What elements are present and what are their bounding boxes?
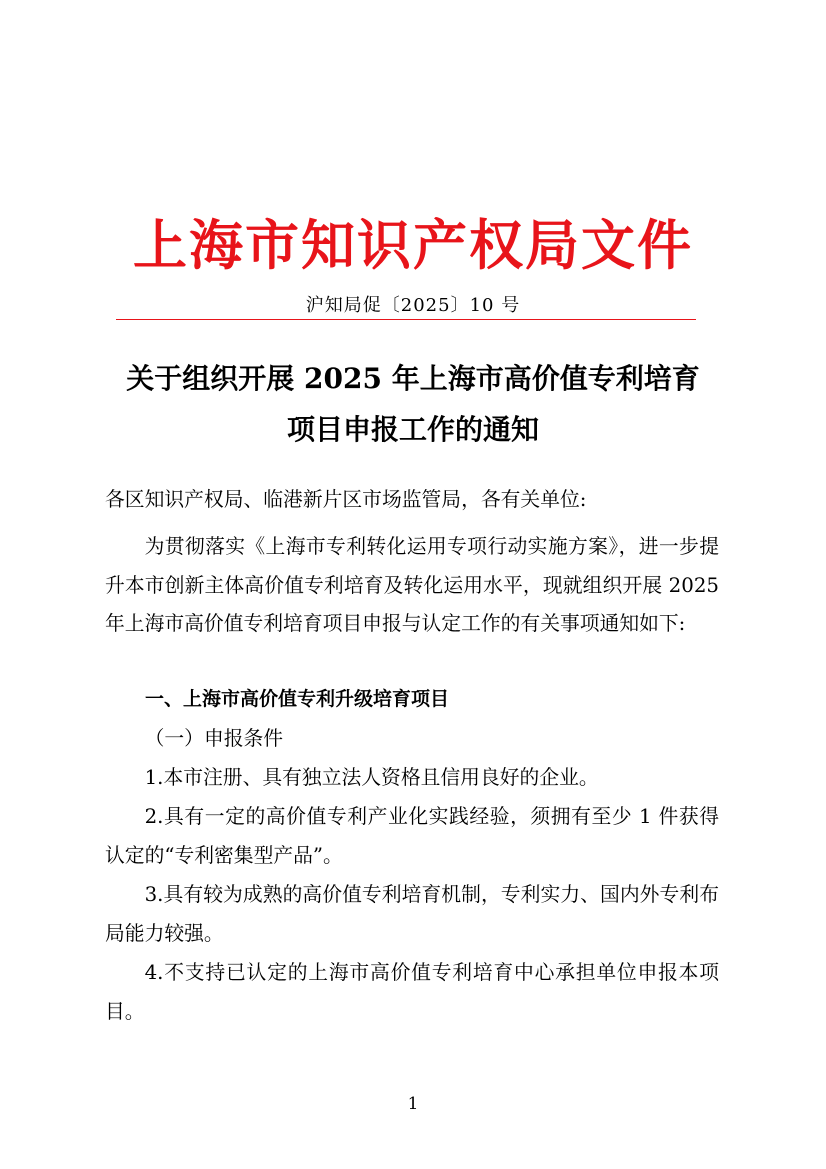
red-separator-line xyxy=(116,319,696,320)
condition-item-1: 1.本市注册、具有独立法人资格且信用良好的企业。 xyxy=(144,766,599,789)
intro-paragraph: 为贯彻落实《上海市专利转化运用专项行动实施方案》，进一步提升本市创新主体高价值专利培育及转化运用水平，现就组织开展 2025 年上海市高价值专利培育项目申报与认定工作的有关事项通知如下: xyxy=(105,535,719,636)
section-1-heading: 一、上海市高价值专利升级培育项目 xyxy=(145,688,450,710)
page-number: 1 xyxy=(407,1094,419,1114)
document-number: 沪知局促〔2025〕10 号 xyxy=(305,295,521,316)
issuing-authority-header: 上海市知识产权局文件 xyxy=(133,213,693,277)
condition-item-2: 2.具有一定的高价值专利产业化实践经验，须拥有至少 1 件获得认定的“专利密集型产品”。 xyxy=(105,805,719,867)
condition-item-3: 3.具有较为成熟的高价值专利培育机制，专利实力、国内外专利布局能力较强。 xyxy=(105,883,719,945)
salutation: 各区知识产权局、临港新片区市场监管局，各有关单位: xyxy=(105,488,587,511)
document-title-line-2: 项目申报工作的通知 xyxy=(286,413,539,446)
condition-item-4: 4.不支持已认定的上海市高价值专利培育中心承担单位申报本项目。 xyxy=(105,961,719,1023)
subsection-1-heading: （一）申报条件 xyxy=(144,727,284,750)
document-title-line-1: 关于组织开展 2025 年上海市高价值专利培育 xyxy=(126,362,700,395)
